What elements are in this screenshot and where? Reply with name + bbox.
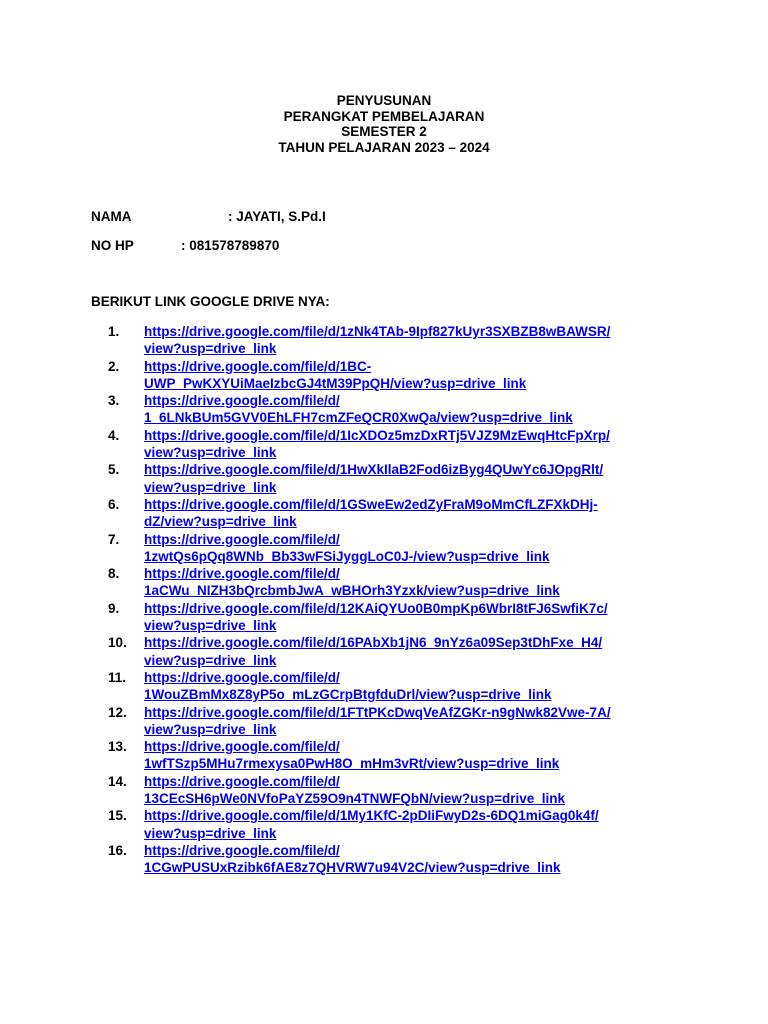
phone-value: : 081578789870 [181,238,280,253]
list-item-number: 11. [108,669,127,685]
list-item [0,496,768,531]
drive-link-line[interactable]: UWP_PwKXYUiMaeIzbcGJ4tM39PpQH/view?usp=drive_link [144,375,527,391]
drive-link[interactable] [144,323,684,358]
list-item-number: 13. [108,739,127,755]
list-item-number: 8. [108,566,120,582]
drive-link-line[interactable]: view?usp=drive_link [144,721,277,737]
title-line: PENYUSUNAN [336,93,432,108]
list-item [0,738,768,773]
drive-link-line[interactable]: 13CEcSH6pWe0NVfoPaYZ59O9n4TNWFQbN/view?usp=drive_link [144,791,565,807]
drive-link[interactable] [144,531,684,566]
drive-link[interactable] [144,738,684,773]
drive-link-line[interactable]: https://drive.google.com/file/d/1BC- [144,358,372,374]
drive-link-line[interactable]: view?usp=drive_link [144,479,277,495]
list-item [0,634,768,669]
list-item [0,842,768,877]
name-label: NAMA [91,209,132,224]
list-item [0,565,768,600]
list-item [0,600,768,635]
drive-link-line[interactable]: view?usp=drive_link [144,341,277,357]
drive-link-line[interactable]: view?usp=drive_link [144,652,277,668]
intro-text: BERIKUT LINK GOOGLE DRIVE NYA: [91,294,330,309]
drive-link-line[interactable]: https://drive.google.com/file/d/1My1KfC-2pDIiFwyD2s-6DQ1miGag0k4f/ [144,808,599,824]
list-item-number: 14. [108,773,127,789]
list-item [0,669,768,704]
list-item-number: 5. [108,462,120,478]
list-item-number: 15. [108,808,127,824]
list-item-number: 12. [108,704,127,720]
drive-link-line[interactable]: view?usp=drive_link [144,825,277,841]
drive-link-line[interactable]: https://drive.google.com/file/d/16PAbXb1jN6_9nYz6a09Sep3tDhFxe_H4/ [144,635,603,651]
drive-link-line[interactable]: view?usp=drive_link [144,618,277,634]
drive-link-list [0,323,768,877]
drive-link[interactable] [144,773,684,808]
list-item [0,807,768,842]
list-item-number: 3. [108,393,120,409]
drive-link[interactable] [144,704,684,739]
list-item-number: 16. [108,842,127,858]
drive-link-line[interactable]: https://drive.google.com/file/d/ [144,531,340,547]
list-item-number: 7. [108,531,120,547]
list-item [0,531,768,566]
drive-link[interactable] [144,496,684,531]
list-item [0,323,768,358]
list-item-number: 6. [108,496,120,512]
drive-link-line[interactable]: https://drive.google.com/file/d/1zNk4TAb-9Ipf827kUyr3SXBZB8wBAWSR/ [144,324,611,339]
list-item [0,704,768,739]
list-item-number: 9. [108,600,120,616]
drive-link-line[interactable]: https://drive.google.com/file/d/ [144,739,340,755]
phone-label: NO HP [91,238,134,253]
drive-link-line[interactable]: https://drive.google.com/file/d/12KAiQYUo0B0mpKp6WbrI8tFJ6SwfiK7c/ [144,600,608,616]
list-item [0,773,768,808]
drive-link[interactable] [144,461,684,496]
name-value: : JAYATI, S.Pd.I [228,209,326,224]
drive-link-line[interactable]: https://drive.google.com/file/d/1GSweEw2edZyFraM9oMmCfLZFXkDHj- [144,496,598,512]
drive-link[interactable] [144,842,684,877]
list-item-number: 2. [108,358,120,374]
drive-link[interactable] [144,807,684,842]
list-item-number: 4. [108,427,120,443]
list-item [0,392,768,427]
drive-link-line[interactable]: 1WouZBmMx8Z8yP5o_mLzGCrpBtgfduDrl/view?usp=drive_link [144,687,552,703]
title-line: SEMESTER 2 [341,124,427,139]
list-item-number: 10. [108,635,127,651]
drive-link-line[interactable]: https://drive.google.com/file/d/ [144,842,340,858]
drive-link-line[interactable]: 1aCWu_NIZH3bQrcbmbJwA_wBHOrh3Yzxk/view?usp=drive_link [144,583,560,599]
drive-link[interactable] [144,392,684,427]
drive-link[interactable] [144,358,684,393]
drive-link[interactable] [144,634,684,669]
drive-link-line[interactable]: 1_6LNkBUm5GVV0EhLFH7cmZFeQCR0XwQa/view?usp=drive_link [144,410,573,426]
list-item [0,358,768,393]
list-item [0,461,768,496]
list-item [0,427,768,462]
title-line: TAHUN PELAJARAN 2023 – 2024 [278,139,490,155]
drive-link-line[interactable]: https://drive.google.com/file/d/1IcXDOz5mzDxRTj5VJZ9MzEwqHtcFpXrp/ [144,427,610,443]
drive-link-line[interactable]: dZ/view?usp=drive_link [144,514,297,530]
drive-link-line[interactable]: https://drive.google.com/file/d/1HwXkIlaB2Fod6izByg4QUwYc6JOpgRlt/ [144,462,604,478]
drive-link[interactable] [144,565,684,600]
drive-link-line[interactable]: https://drive.google.com/file/d/ [144,773,340,789]
drive-link[interactable] [144,600,684,635]
drive-link-line[interactable]: https://drive.google.com/file/d/ [144,669,340,685]
drive-link-line[interactable]: view?usp=drive_link [144,445,277,461]
drive-link[interactable] [144,427,684,462]
drive-link-line[interactable]: 1CGwPUSUxRzibk6fAE8z7QHVRW7u94V2C/view?usp=drive_link [144,860,561,876]
drive-link-line[interactable]: https://drive.google.com/file/d/ [144,393,340,409]
drive-link-line[interactable]: 1zwtQs6pQq8WNb_Bb33wFSiJyggLoC0J-/view?usp=drive_link [144,548,550,564]
drive-link[interactable] [144,669,684,704]
drive-link-line[interactable]: https://drive.google.com/file/d/ [144,566,340,582]
document-title [0,93,768,155]
drive-link-line[interactable]: https://drive.google.com/file/d/1FTtPKcDwqVeAfZGKr-n9gNwk82Vwe-7A/ [144,704,611,720]
title-line: PERANGKAT PEMBELAJARAN [283,108,485,124]
drive-link-line[interactable]: 1wfTSzp5MHu7rmexysa0PwH8O_mHm3vRt/view?usp=drive_link [144,756,560,772]
list-item-number: 1. [108,324,120,339]
